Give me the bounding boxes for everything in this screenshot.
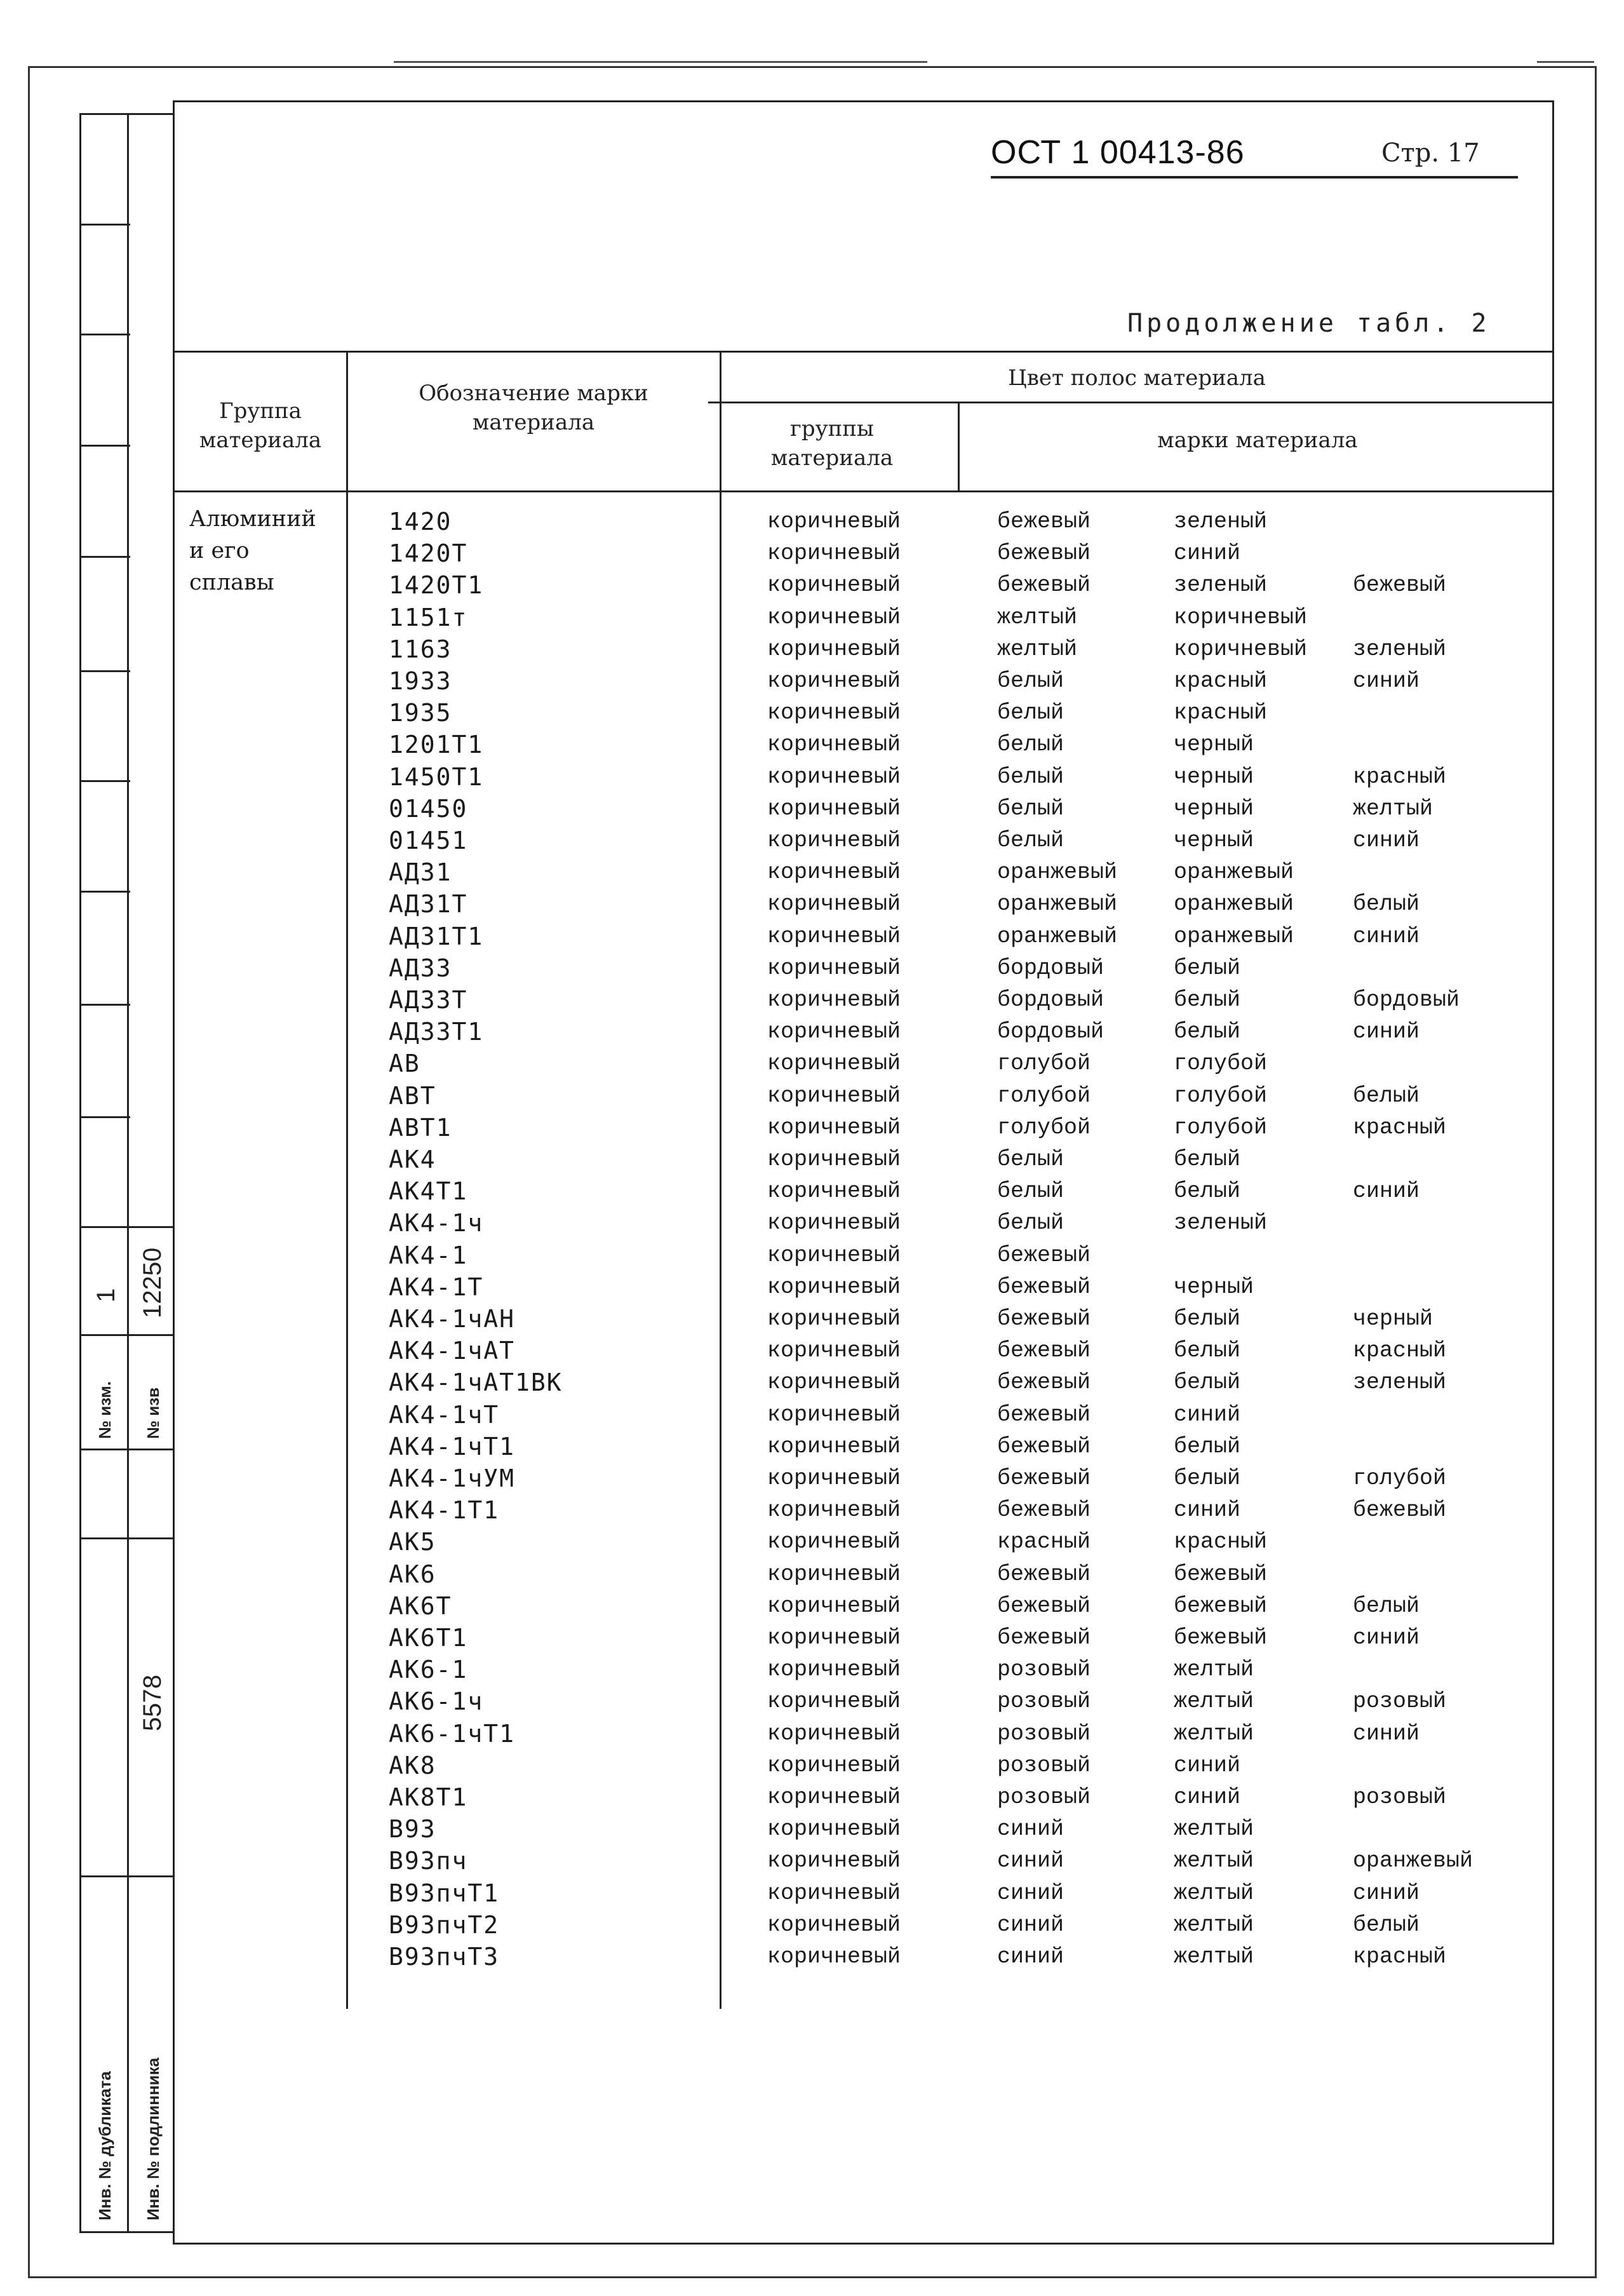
table-row [0, 602, 1624, 633]
grade-color-2-cell: синий [1174, 1785, 1241, 1810]
grade-cell: 1933 [389, 667, 452, 695]
grade-color-2-cell: белый [1174, 1433, 1241, 1459]
grade-cell: 01450 [389, 794, 468, 823]
table-row [0, 1112, 1624, 1144]
grade-color-2-cell: черный [1174, 764, 1254, 790]
group-color-cell: коричневый [767, 668, 901, 694]
grade-cell: В93пчТ2 [389, 1910, 500, 1939]
table-row [0, 1845, 1624, 1877]
grade-cell: АК4-1Т [389, 1273, 484, 1301]
table-row [0, 1175, 1624, 1207]
change-number-label: № изм. [95, 1381, 114, 1439]
grade-cell: 01451 [389, 827, 468, 854]
grade-color-2-cell: белый [1174, 1147, 1241, 1172]
grade-color-1-cell: оранжевый [997, 860, 1118, 886]
grade-cell: 1420Т1 [389, 571, 484, 600]
group-color-cell: коричневый [767, 509, 901, 534]
grade-cell: АК4-1чТ [389, 1400, 500, 1429]
material-group-label: Алюминий и его сплавы [189, 506, 316, 595]
grade-color-2-cell: желтый [1174, 1657, 1254, 1683]
grade-cell: АВТ1 [389, 1113, 452, 1142]
grade-color-2-cell: оранжевый [1174, 891, 1294, 917]
grade-color-3-cell: черный [1353, 1306, 1433, 1332]
grade-color-1-cell: бежевый [997, 541, 1091, 567]
group-color-cell: коричневый [767, 1880, 901, 1906]
grade-color-3-cell: оранжевый [1353, 1848, 1473, 1874]
grade-color-3-cell: зеленый [1353, 1370, 1447, 1396]
grade-color-1-cell: оранжевый [997, 891, 1118, 917]
group-color-cell: коричневый [767, 1657, 901, 1683]
grade-color-2-cell: желтый [1174, 1912, 1254, 1938]
header-stripes-group: группы материала [770, 416, 894, 471]
group-color-cell: коричневый [767, 700, 901, 726]
table-row [0, 1781, 1624, 1813]
group-color-cell: коричневый [767, 764, 901, 790]
grade-color-2-cell: зеленый [1174, 1210, 1268, 1236]
grade-cell: АК4-1чАТ1ВК [389, 1368, 563, 1397]
grade-color-3-cell: бежевый [1353, 1497, 1447, 1523]
group-color-cell: коричневый [767, 1466, 901, 1491]
grade-color-3-cell: синий [1353, 1019, 1420, 1045]
grade-color-2-cell: белый [1174, 987, 1241, 1013]
grade-cell: АК5 [389, 1528, 436, 1557]
grade-color-2-cell: бежевый [1174, 1625, 1268, 1651]
table-row [0, 1526, 1624, 1558]
group-color-cell: коричневый [767, 891, 901, 917]
grade-cell: АК6Т1 [389, 1624, 468, 1652]
grade-cell: АК4 [389, 1145, 436, 1173]
grade-color-1-cell: бежевый [997, 1497, 1091, 1523]
grade-cell: АК6-1 [389, 1656, 468, 1684]
grade-color-3-cell: белый [1353, 891, 1420, 917]
table-row [0, 856, 1624, 888]
grade-color-2-cell: голубой [1174, 1114, 1268, 1140]
notice-number: 12250 [138, 1247, 166, 1318]
grade-cell: АВ [389, 1050, 420, 1078]
grade-color-1-cell: бежевый [997, 1401, 1091, 1428]
grade-color-2-cell: желтый [1174, 1848, 1254, 1874]
grade-cell: АК8 [389, 1751, 436, 1779]
notice-number-label: № изв [144, 1387, 163, 1439]
grade-color-3-cell: синий [1353, 668, 1420, 694]
group-color-cell: коричневый [767, 572, 901, 598]
table-continuation: Продолжение табл. 2 [1127, 309, 1491, 338]
grade-color-2-cell: синий [1174, 1401, 1241, 1428]
group-color-cell: коричневый [767, 1689, 901, 1715]
grade-color-1-cell: голубой [997, 1083, 1091, 1109]
grade-cell: 1151т [389, 603, 468, 631]
stripes-subheader-rule [708, 402, 1554, 403]
grade-color-1-cell: розовый [997, 1752, 1091, 1778]
group-color-cell: коричневый [767, 1529, 901, 1555]
table-row [0, 537, 1624, 569]
table-row [0, 1048, 1624, 1079]
grade-color-1-cell: бежевый [997, 1242, 1091, 1268]
grade-color-3-cell: красный [1353, 764, 1447, 790]
grade-color-1-cell: желтый [997, 604, 1078, 630]
group-color-cell: коричневый [767, 732, 901, 758]
grade-color-2-cell: желтый [1174, 1689, 1254, 1715]
table-row [0, 697, 1624, 729]
grade-cell: АК6-1ч [389, 1687, 484, 1716]
table-row [0, 1718, 1624, 1750]
grade-color-3-cell: красный [1353, 1114, 1447, 1140]
grade-cell: АД31Т [389, 890, 468, 919]
grade-color-1-cell: бежевый [997, 572, 1091, 598]
group-color-cell: коричневый [767, 1912, 901, 1938]
group-color-cell: коричневый [767, 1785, 901, 1810]
grade-color-3-cell: красный [1353, 1338, 1447, 1364]
table-row [0, 1335, 1624, 1367]
grade-cell: В93пчТ1 [389, 1879, 500, 1907]
grade-color-1-cell: бордовый [997, 955, 1104, 981]
table-row [0, 1685, 1624, 1717]
grade-color-1-cell: белый [997, 732, 1064, 758]
grade-color-2-cell: коричневый [1174, 636, 1308, 662]
table-row [0, 1909, 1624, 1941]
grade-color-1-cell: белый [997, 700, 1064, 726]
grade-color-1-cell: голубой [997, 1051, 1091, 1077]
table-row [0, 1877, 1624, 1909]
table-row [0, 921, 1624, 952]
table-row [0, 729, 1624, 760]
grade-cell: АК4-1чУМ [389, 1464, 516, 1492]
grade-color-2-cell: красный [1174, 700, 1268, 726]
grade-color-3-cell: бордовый [1353, 987, 1460, 1013]
group-color-cell: коричневый [767, 1401, 901, 1428]
grade-color-1-cell: синий [997, 1912, 1064, 1938]
grade-color-1-cell: бежевый [997, 1561, 1091, 1587]
grade-cell: В93 [389, 1815, 436, 1844]
header-stripe-color: Цвет полос материала [1008, 365, 1266, 391]
group-color-cell: коричневый [767, 1625, 901, 1651]
table-row [0, 1462, 1624, 1494]
group-color-cell: коричневый [767, 1816, 901, 1842]
grade-color-1-cell: белый [997, 668, 1064, 694]
group-color-cell: коричневый [767, 604, 901, 630]
table-row [0, 825, 1624, 856]
table-top-rule [173, 351, 1554, 353]
grade-color-1-cell: голубой [997, 1114, 1091, 1140]
table-row [0, 1941, 1624, 1973]
group-color-cell: коричневый [767, 1752, 901, 1778]
grade-color-1-cell: бежевый [997, 1338, 1091, 1364]
grade-color-2-cell: черный [1174, 1274, 1254, 1300]
table-row [0, 506, 1624, 537]
group-color-cell: коричневый [767, 828, 901, 853]
grade-color-1-cell: бордовый [997, 987, 1104, 1013]
grade-color-3-cell: зеленый [1353, 636, 1447, 662]
group-color-cell: коричневый [767, 1433, 901, 1459]
grade-color-2-cell: оранжевый [1174, 923, 1294, 949]
group-color-cell: коричневый [767, 1370, 901, 1396]
grade-color-1-cell: розовый [997, 1720, 1091, 1746]
table-row [0, 1207, 1624, 1239]
grade-cell: АК4-1ч [389, 1209, 484, 1238]
grade-cell: АК4-1чТ1 [389, 1432, 516, 1461]
grade-color-3-cell: розовый [1353, 1689, 1447, 1715]
table-row [0, 1080, 1624, 1112]
grade-color-1-cell: бежевый [997, 1370, 1091, 1396]
table-row [0, 1144, 1624, 1175]
table-row [0, 888, 1624, 920]
group-color-cell: коричневый [767, 1178, 901, 1205]
table-row [0, 1654, 1624, 1685]
table-row [0, 1813, 1624, 1845]
table-row [0, 569, 1624, 601]
grade-color-3-cell: синий [1353, 1178, 1420, 1205]
grade-cell: АВТ [389, 1081, 436, 1110]
grade-color-2-cell: белый [1174, 1306, 1241, 1332]
group-color-cell: коричневый [767, 1083, 901, 1109]
table-row [0, 1431, 1624, 1462]
stamp-row-2 [79, 334, 130, 335]
header-stripes-grade: марки материала [1157, 428, 1358, 453]
grade-cell: АК8Т1 [389, 1783, 468, 1811]
col-divider-3 [958, 402, 960, 492]
grade-color-3-cell: белый [1353, 1912, 1420, 1938]
group-color-cell: коричневый [767, 1944, 901, 1969]
grade-color-2-cell: белый [1174, 1466, 1241, 1491]
grade-color-1-cell: синий [997, 1944, 1064, 1969]
table-row [0, 1558, 1624, 1590]
grade-color-1-cell: бежевый [997, 1593, 1091, 1619]
grade-cell: В93пчТ3 [389, 1943, 500, 1971]
stamp-row-3 [79, 445, 130, 447]
inv-duplicate-label: Инв. № дубликата [95, 2071, 114, 2220]
grade-color-2-cell: белый [1174, 955, 1241, 981]
grade-cell: АК4-1Т1 [389, 1496, 500, 1525]
grade-cell: АК4Т1 [389, 1177, 468, 1206]
group-color-cell: коричневый [767, 1848, 901, 1874]
grade-color-2-cell: оранжевый [1174, 860, 1294, 886]
top-scan-line-right [1537, 61, 1594, 63]
grade-color-2-cell: голубой [1174, 1083, 1268, 1109]
grade-color-3-cell: желтый [1353, 795, 1433, 821]
group-color-cell: коричневый [767, 1497, 901, 1523]
table-row [0, 633, 1624, 665]
table-row [0, 1016, 1624, 1048]
grade-color-1-cell: оранжевый [997, 923, 1118, 949]
grade-cell: 1201Т1 [389, 731, 484, 759]
group-color-cell: коричневый [767, 1242, 901, 1268]
table-row [0, 1494, 1624, 1526]
header-grade-designation: Обозначение марки материала [419, 381, 648, 435]
group-color-cell: коричневый [767, 1561, 901, 1587]
grade-color-1-cell: белый [997, 764, 1064, 790]
grade-color-1-cell: желтый [997, 636, 1078, 662]
group-color-cell: коричневый [767, 541, 901, 567]
grade-cell: АК6 [389, 1560, 436, 1588]
grade-cell: АК4-1 [389, 1241, 468, 1269]
grade-cell: АД31Т1 [389, 922, 484, 950]
table-row [0, 1271, 1624, 1303]
table-row [0, 1239, 1624, 1271]
table-row [0, 1590, 1624, 1622]
grade-color-3-cell: красный [1353, 1944, 1447, 1969]
grade-color-2-cell: желтый [1174, 1720, 1254, 1746]
group-color-cell: коричневый [767, 860, 901, 886]
stamp-top [79, 113, 173, 115]
grade-color-3-cell: синий [1353, 1720, 1420, 1746]
table-row [0, 1622, 1624, 1654]
grade-color-1-cell: розовый [997, 1689, 1091, 1715]
grade-color-3-cell: бежевый [1353, 572, 1447, 598]
grade-color-2-cell: бежевый [1174, 1561, 1268, 1587]
group-color-cell: коричневый [767, 795, 901, 821]
table-header-bottom-rule [173, 490, 1554, 492]
grade-cell: 1935 [389, 699, 452, 727]
grade-color-3-cell: белый [1353, 1083, 1420, 1109]
table-row [0, 1367, 1624, 1398]
page-number: Стр. 17 [1381, 138, 1480, 168]
grade-color-2-cell: красный [1174, 1529, 1268, 1555]
grade-color-3-cell: розовый [1353, 1785, 1447, 1810]
grade-color-1-cell: белый [997, 1147, 1064, 1172]
table-row [0, 984, 1624, 1016]
group-color-cell: коричневый [767, 955, 901, 981]
grade-color-2-cell: белый [1174, 1019, 1241, 1045]
table-row [0, 793, 1624, 825]
group-color-cell: коричневый [767, 1019, 901, 1045]
group-color-cell: коричневый [767, 987, 901, 1013]
table-row [0, 761, 1624, 793]
table-row [0, 1750, 1624, 1781]
grade-cell: АД33 [389, 954, 452, 982]
grade-cell: 1420 [389, 508, 452, 536]
grade-color-2-cell: голубой [1174, 1051, 1268, 1077]
table-row [0, 1399, 1624, 1431]
document-code-underline [991, 176, 1518, 179]
grade-color-1-cell: бежевый [997, 1433, 1091, 1459]
change-number: 1 [92, 1288, 120, 1302]
grade-color-1-cell: бежевый [997, 509, 1091, 534]
grade-color-3-cell: белый [1353, 1593, 1420, 1619]
grade-color-2-cell: зеленый [1174, 509, 1268, 534]
grade-color-1-cell: белый [997, 1210, 1064, 1236]
grade-cell: АД33Т1 [389, 1018, 484, 1046]
group-color-cell: коричневый [767, 1338, 901, 1364]
top-scan-line [394, 61, 927, 63]
grade-color-1-cell: синий [997, 1880, 1064, 1906]
grade-color-1-cell: красный [997, 1529, 1091, 1555]
grade-color-2-cell: белый [1174, 1178, 1241, 1205]
grade-cell: АК4-1чАН [389, 1305, 516, 1333]
grade-color-2-cell: белый [1174, 1338, 1241, 1364]
grade-cell: В93пч [389, 1847, 468, 1875]
grade-color-3-cell: синий [1353, 1880, 1420, 1906]
original-number: 5578 [138, 1675, 166, 1731]
group-color-cell: коричневый [767, 1147, 901, 1172]
group-color-cell: коричневый [767, 1720, 901, 1746]
grade-color-2-cell: синий [1174, 541, 1241, 567]
grade-color-2-cell: черный [1174, 732, 1254, 758]
grade-color-2-cell: синий [1174, 1497, 1241, 1523]
grade-color-1-cell: бежевый [997, 1466, 1091, 1491]
table-row [0, 1303, 1624, 1335]
grade-cell: АК4-1чАТ [389, 1337, 516, 1365]
grade-color-3-cell: голубой [1353, 1466, 1447, 1491]
grade-cell: 1163 [389, 635, 452, 663]
grade-color-1-cell: синий [997, 1816, 1064, 1842]
grade-color-1-cell: белый [997, 828, 1064, 853]
grade-color-1-cell: белый [997, 795, 1064, 821]
grade-color-1-cell: бежевый [997, 1274, 1091, 1300]
inv-original-label: Инв. № подлинника [144, 2057, 163, 2220]
document-code: ОСТ 1 00413-86 [991, 134, 1245, 171]
group-color-cell: коричневый [767, 1593, 901, 1619]
grade-color-2-cell: желтый [1174, 1816, 1254, 1842]
group-color-cell: коричневый [767, 1051, 901, 1077]
grade-color-2-cell: красный [1174, 668, 1268, 694]
grade-color-3-cell: синий [1353, 1625, 1420, 1651]
grade-cell: АК6-1чТ1 [389, 1719, 516, 1748]
grade-cell: 1420Т [389, 539, 468, 568]
group-color-cell: коричневый [767, 636, 901, 662]
grade-color-2-cell: желтый [1174, 1880, 1254, 1906]
grade-color-1-cell: розовый [997, 1657, 1091, 1683]
grade-cell: АД33Т [389, 986, 468, 1014]
grade-color-2-cell: синий [1174, 1752, 1241, 1778]
grade-color-2-cell: черный [1174, 795, 1254, 821]
stamp-bottom [79, 2231, 173, 2233]
table-row [0, 952, 1624, 984]
grade-cell: АД31 [389, 858, 452, 887]
group-color-cell: коричневый [767, 1274, 901, 1300]
grade-cell: АК6Т [389, 1591, 452, 1620]
grade-color-1-cell: бежевый [997, 1625, 1091, 1651]
stamp-row-1 [79, 224, 130, 226]
group-color-cell: коричневый [767, 1306, 901, 1332]
grade-color-2-cell: желтый [1174, 1944, 1254, 1969]
grade-color-2-cell: черный [1174, 828, 1254, 853]
grade-color-2-cell: зеленый [1174, 572, 1268, 598]
grade-color-1-cell: бежевый [997, 1306, 1091, 1332]
grade-cell: 1450Т1 [389, 762, 484, 791]
group-color-cell: коричневый [767, 1210, 901, 1236]
grade-color-2-cell: бежевый [1174, 1593, 1268, 1619]
grade-color-3-cell: синий [1353, 923, 1420, 949]
grade-color-1-cell: бордовый [997, 1019, 1104, 1045]
grade-color-1-cell: белый [997, 1178, 1064, 1205]
table-row [0, 665, 1624, 697]
grade-color-2-cell: белый [1174, 1370, 1241, 1396]
header-material-group: Группа материала [199, 398, 322, 453]
grade-color-2-cell: коричневый [1174, 604, 1308, 630]
grade-color-1-cell: синий [997, 1848, 1064, 1874]
group-color-cell: коричневый [767, 923, 901, 949]
group-color-cell: коричневый [767, 1114, 901, 1140]
grade-color-3-cell: синий [1353, 828, 1420, 853]
grade-color-1-cell: розовый [997, 1785, 1091, 1810]
